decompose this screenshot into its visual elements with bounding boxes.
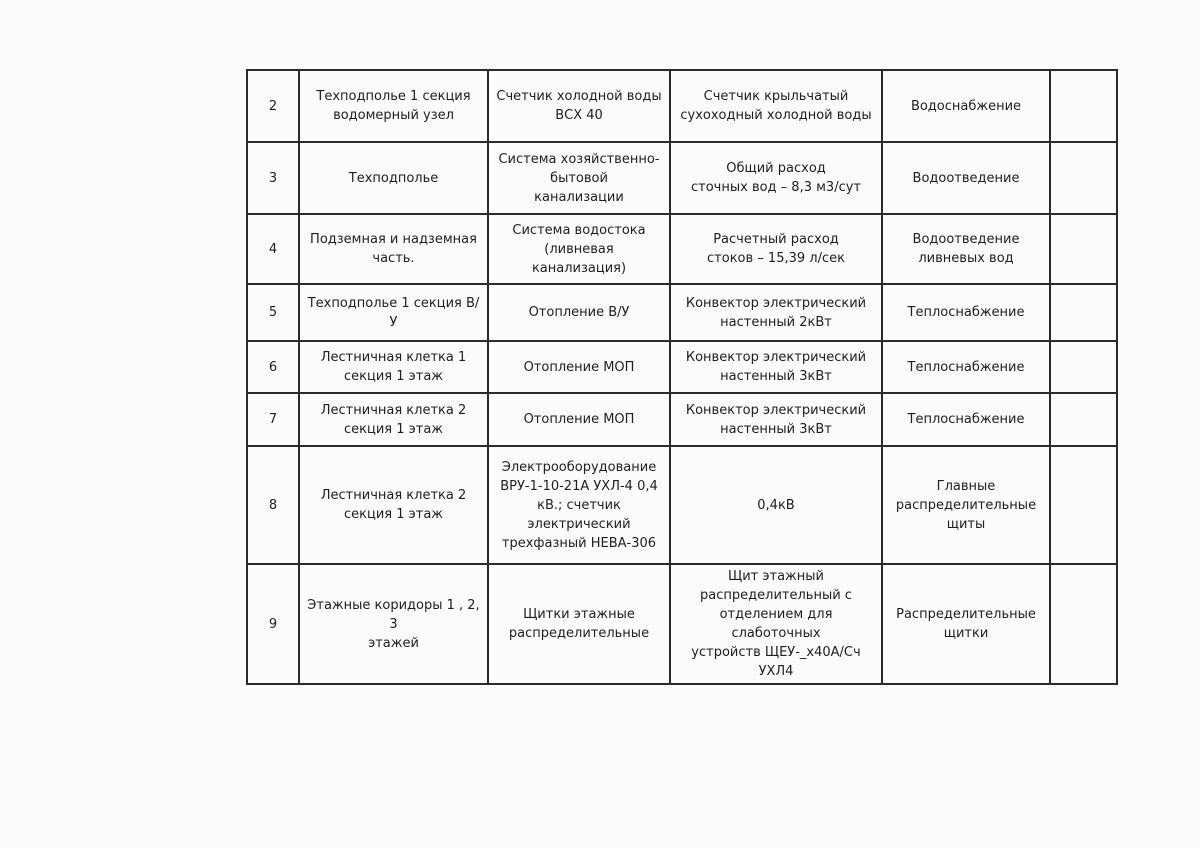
system-cell: Теплоснабжение	[882, 341, 1050, 393]
row-number: 2	[247, 70, 299, 142]
system-cell: Главные распределительные щиты	[882, 446, 1050, 564]
equipment-cell: Отопление В/У	[488, 284, 670, 341]
row-number: 5	[247, 284, 299, 341]
system-cell: Распределительные щитки	[882, 564, 1050, 684]
table-row	[247, 70, 1117, 142]
system-cell: Теплоснабжение	[882, 393, 1050, 446]
location-cell: Этажные коридоры 1 , 2, 3 этажей	[299, 564, 488, 684]
table-row	[247, 142, 1117, 214]
specification-cell: Расчетный расход стоков – 15,39 л/сек	[670, 214, 882, 284]
extra-cell	[1050, 564, 1117, 684]
equipment-cell: Система хозяйственно- бытовой канализации	[488, 142, 670, 214]
table-body	[247, 70, 1117, 684]
table-row	[247, 393, 1117, 446]
equipment-cell: Отопление МОП	[488, 393, 670, 446]
location-cell: Техподполье 1 секция В/У	[299, 284, 488, 341]
location-cell: Лестничная клетка 2 секция 1 этаж	[299, 393, 488, 446]
row-number: 7	[247, 393, 299, 446]
extra-cell	[1050, 284, 1117, 341]
system-cell: Водоснабжение	[882, 70, 1050, 142]
table-row	[247, 341, 1117, 393]
table-row	[247, 214, 1117, 284]
system-cell: Водоотведение	[882, 142, 1050, 214]
extra-cell	[1050, 214, 1117, 284]
row-number: 9	[247, 564, 299, 684]
extra-cell	[1050, 341, 1117, 393]
system-cell: Теплоснабжение	[882, 284, 1050, 341]
specification-cell: Конвектор электрический настенный 2кВт	[670, 284, 882, 341]
table-row	[247, 564, 1117, 684]
table-row	[247, 284, 1117, 341]
location-cell: Техподполье	[299, 142, 488, 214]
location-cell: Подземная и надземная часть.	[299, 214, 488, 284]
row-number: 8	[247, 446, 299, 564]
location-cell: Лестничная клетка 2 секция 1 этаж	[299, 446, 488, 564]
specification-cell: Щит этажный распределительный с отделением для слаботочных устройств ЩЕУ-_х40А/Сч УХЛ4	[670, 564, 882, 684]
extra-cell	[1050, 446, 1117, 564]
equipment-cell: Отопление МОП	[488, 341, 670, 393]
specification-cell: Общий расход сточных вод – 8,3 м3/сут	[670, 142, 882, 214]
extra-cell	[1050, 70, 1117, 142]
location-cell: Техподполье 1 секция водомерный узел	[299, 70, 488, 142]
row-number: 3	[247, 142, 299, 214]
equipment-cell: Щитки этажные распределительные	[488, 564, 670, 684]
row-number: 4	[247, 214, 299, 284]
location-cell: Лестничная клетка 1 секция 1 этаж	[299, 341, 488, 393]
specification-cell: Конвектор электрический настенный 3кВт	[670, 341, 882, 393]
row-number: 6	[247, 341, 299, 393]
table-row	[247, 446, 1117, 564]
equipment-cell: Система водостока (ливневая канализация)	[488, 214, 670, 284]
specification-cell: Счетчик крыльчатый сухоходный холодной воды	[670, 70, 882, 142]
equipment-table	[246, 69, 1118, 685]
specification-cell: Конвектор электрический настенный 3кВт	[670, 393, 882, 446]
system-cell: Водоотведение ливневых вод	[882, 214, 1050, 284]
equipment-cell: Электрооборудование ВРУ-1-10-21А УХЛ-4 0,4 кВ.; счетчик электрический трехфазный НЕВА-306	[488, 446, 670, 564]
specification-cell: 0,4кВ	[670, 446, 882, 564]
extra-cell	[1050, 142, 1117, 214]
equipment-cell: Счетчик холодной воды ВСХ 40	[488, 70, 670, 142]
extra-cell	[1050, 393, 1117, 446]
